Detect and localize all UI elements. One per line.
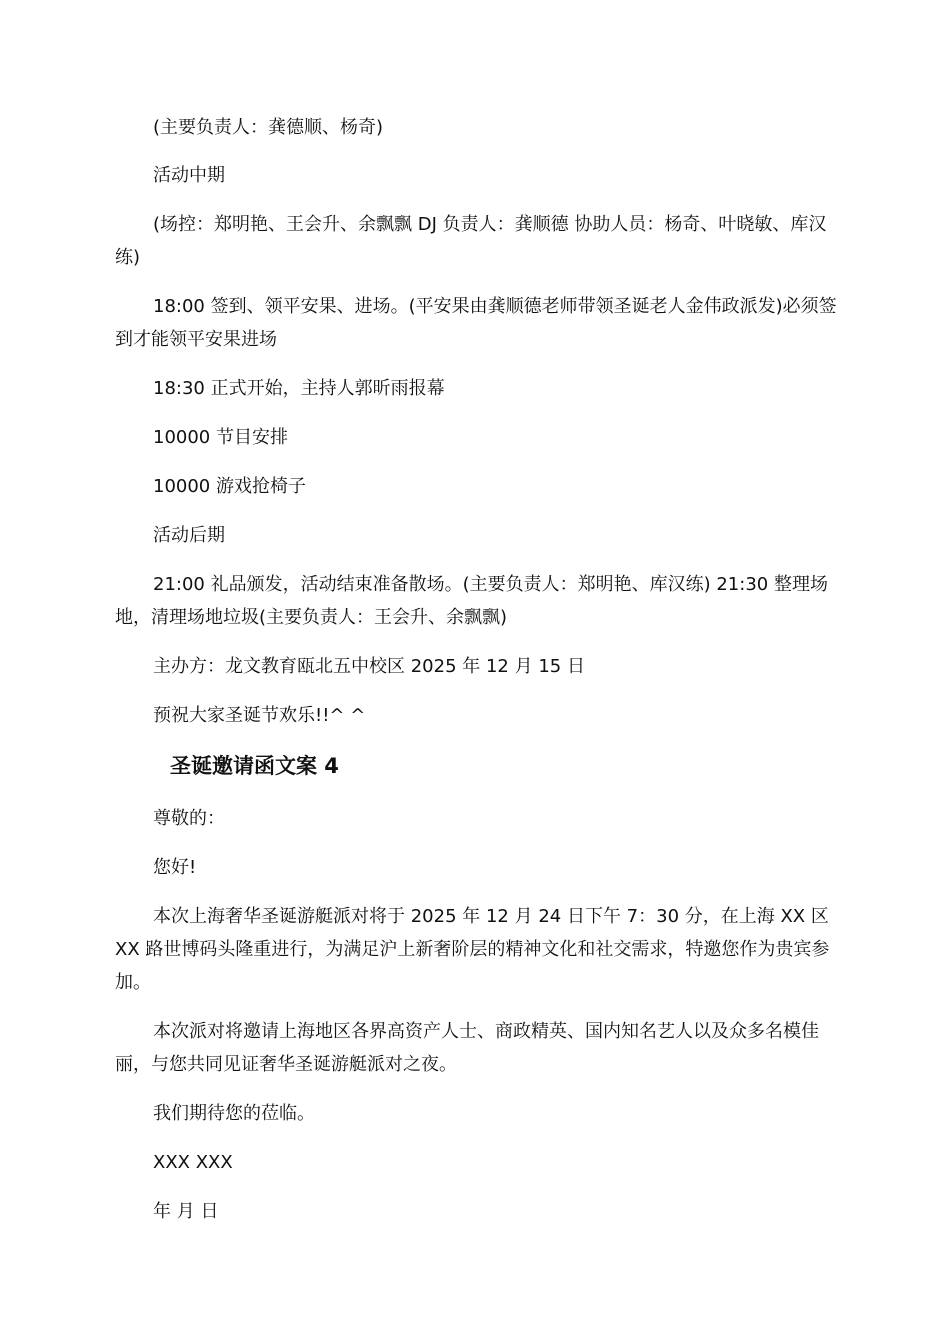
paragraph: XXX XXX	[153, 1152, 233, 1173]
paragraph: 年 月 日	[153, 1201, 219, 1222]
paragraph: 18:00 签到、领平安果、进场。(平安果由龚顺德老师带领圣诞老人金伟政派发)必须签到才能领平安果进场	[115, 296, 837, 350]
paragraph: 预祝大家圣诞节欢乐!!^ ^	[153, 705, 366, 726]
paragraph: (场控：郑明艳、王会升、余飘飘 DJ 负责人：龚顺德 协助人员：杨奇、叶晓敏、库汉练)	[115, 214, 827, 268]
paragraph: 本次派对将邀请上海地区各界高资产人士、商政精英、国内知名艺人以及众多名模佳丽，与您共同见证奢华圣诞游艇派对之夜。	[115, 1021, 819, 1075]
paragraph: 尊敬的：	[153, 808, 225, 829]
paragraph: (主要负责人：龚德顺、杨奇)	[153, 117, 384, 138]
paragraph: 18:30 正式开始，主持人郭昕雨报幕	[153, 378, 445, 399]
paragraph: 10000 游戏抢椅子	[153, 476, 306, 497]
paragraph: 主办方：龙文教育瓯北五中校区 2025 年 12 月 15 日	[153, 656, 585, 677]
paragraph: 您好!	[153, 857, 197, 878]
paragraph: 活动后期	[153, 525, 225, 546]
paragraph: 10000 节目安排	[153, 427, 288, 448]
paragraph: 21:00 礼品颁发，活动结束准备散场。(主要负责人：郑明艳、库汉练) 21:30 整理场地，清理场地垃圾(主要负责人：王会升、余飘飘)	[115, 574, 828, 628]
paragraph: 本次上海奢华圣诞游艇派对将于 2025 年 12 月 24 日下午 7：30 分，在上海 XX 区 XX 路世博码头隆重进行，为满足沪上新奢阶层的精神文化和社交需求，特邀您作为贵宾参加。	[115, 906, 830, 993]
paragraph: 活动中期	[153, 165, 225, 186]
section-title: 圣诞邀请函文案 4	[170, 754, 339, 778]
paragraph: 我们期待您的莅临。	[153, 1103, 315, 1124]
